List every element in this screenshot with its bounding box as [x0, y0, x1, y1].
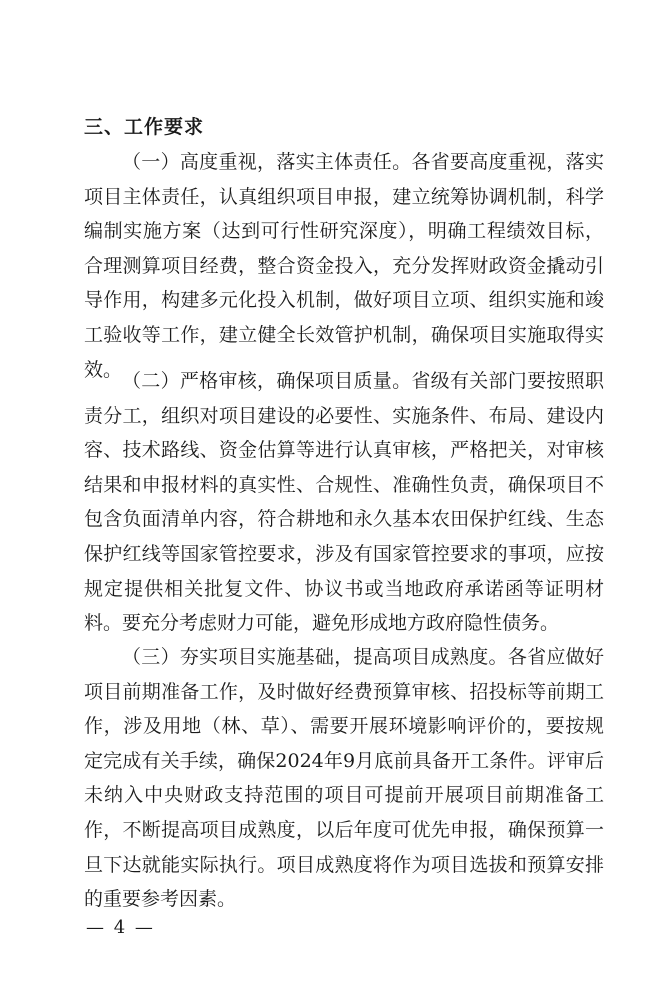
- paragraph-2-lead: （二）严格审核，确保项目质量。: [122, 370, 412, 392]
- section-heading: 三、工作要求: [84, 116, 205, 138]
- paragraph-1-body: 各省要高度重视，落实项目主体责任，认真组织项目申报，建立统筹协调机制，科学编制实施方案（达到可行性研究深度），明确工程绩效目标，合理测算项目经费，整合资金投入，充分发挥财政资金撬动引导作用，构建多元化投入机制，做好项目立项、组织实施和竣工验收等工作，建立健全长效管护机制，确保项目实施取得实效。: [84, 151, 604, 381]
- paragraph-3-lead: （三）夯实项目实施基础，提高项目成熟度。: [122, 646, 508, 668]
- page-number: — 4 —: [86, 917, 155, 938]
- paragraph-2: [84, 364, 604, 641]
- paragraph-1: [84, 145, 604, 387]
- paragraph-1-lead: （一）高度重视，落实主体责任。: [122, 151, 412, 173]
- paragraph-3-body: 各省应做好项目前期准备工作，及时做好经费预算审核、招投标等前期工作，涉及用地（林、草）、需要开展环境影响评价的，要按规定完成有关手续，确保2024年9月底前具备开工条件。评审后未纳入中央财政支持范围的项目可提前开展项目前期准备工作，不断提高项目成熟度，以后年度可优先申报，确保预算一旦下达就能实际执行。项目成熟度将作为项目选拔和预算安排的重要参考因素。: [84, 646, 604, 911]
- paragraph-2-body: 省级有关部门要按照职责分工，组织对项目建设的必要性、实施条件、布局、建设内容、技术路线、资金估算等进行认真审核，严格把关，对审核结果和申报材料的真实性、合规性、准确性负责，确保项目不包含负面清单内容，符合耕地和永久基本农田保护红线、生态保护红线等国家管控要求，涉及有国家管控要求的事项，应按规定提供相关批复文件、协议书或当地政府承诺函等证明材料。要充分考虑财力可能，避免形成地方政府隐性债务。: [84, 370, 604, 635]
- paragraph-3: [84, 640, 604, 917]
